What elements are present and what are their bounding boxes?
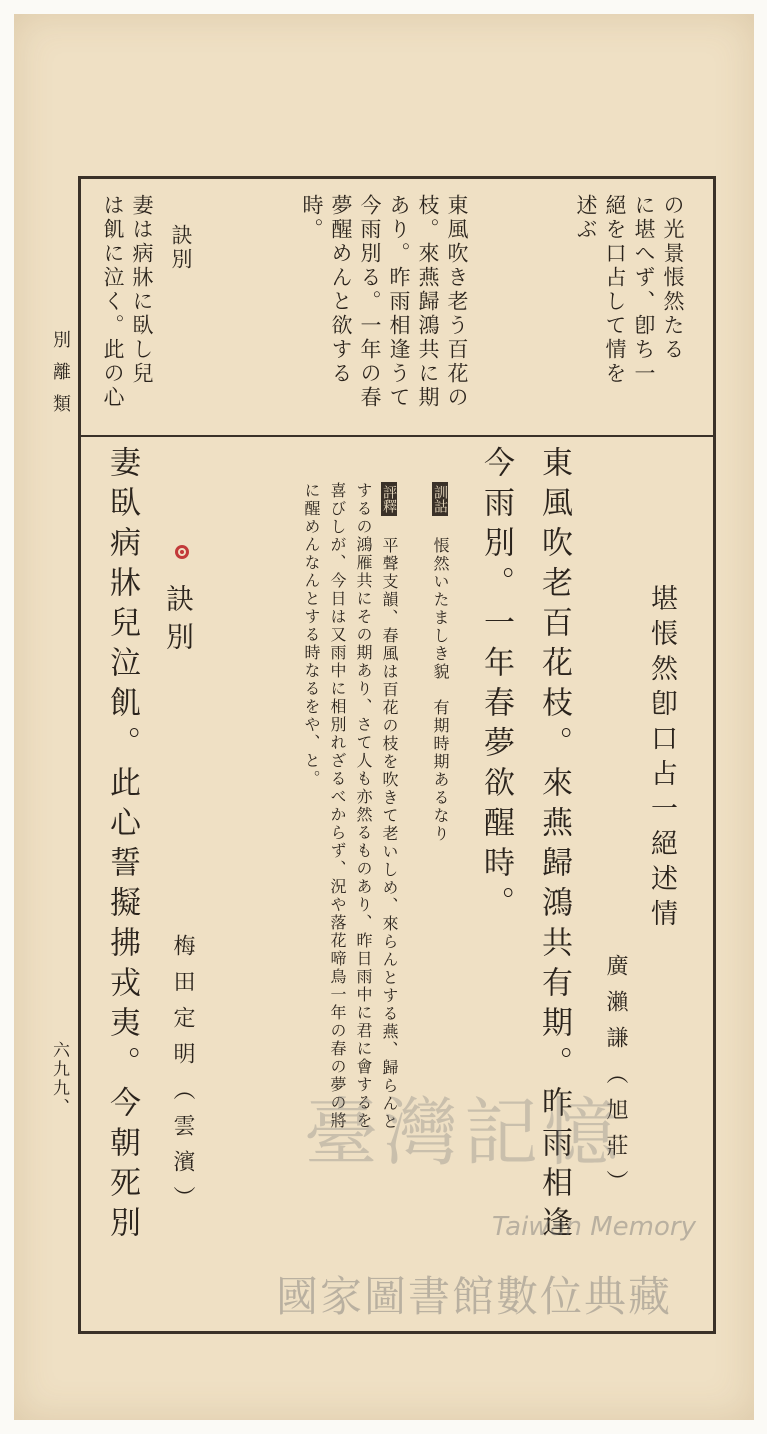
top-line: 時。 [300, 194, 324, 242]
top-line: 訣別 [169, 224, 193, 272]
notes-block [432, 482, 448, 843]
top-line: 絕を口占して情を [603, 194, 627, 386]
notes-label: 訓詁 [432, 482, 448, 516]
top-line: 妻は病牀に臥し兒 [130, 194, 154, 386]
commentary-label: 評釋 [381, 482, 397, 516]
commentary-line: するの鴻雁共にその期あり、さて人も亦然るものあり、昨日雨中に君に會するを [354, 482, 373, 1130]
poem-line: 今雨別。一年春夢欲醒時。 [478, 446, 514, 926]
top-line: の光景悵然たる [661, 194, 685, 362]
poem-title: 訣別 [162, 584, 195, 660]
top-line: は飢に泣く。此の心 [101, 194, 125, 410]
watermark-calligraphy: 臺灣記憶 [304, 1090, 624, 1176]
top-line: 述ぶ [574, 194, 598, 242]
notes-text: 悵然いたましき貌 有期時期あるなり [431, 537, 450, 843]
poem-title: 堪悵然卽口占一絕述情 [646, 584, 677, 934]
top-line: あり。昨雨相逢うて [387, 194, 411, 410]
poem-author: 梅田定明（雲濱） [170, 934, 195, 1222]
book-page [14, 14, 754, 1420]
top-line: 東風吹き老う百花の [445, 194, 469, 410]
commentary-line: 喜びしが、今日は又雨中に相別れざるべからず、況や落花啼鳥一年の春の夢の將 [328, 482, 347, 1130]
running-head: 別離類 [50, 330, 71, 426]
commentary-line: に醒めんなんとする時なるをや、と。 [302, 482, 321, 788]
watermark-latin: Taiwan Memory [492, 1212, 696, 1242]
watermark-institution: 國家圖書館數位典藏 [276, 1272, 673, 1321]
circle-mark-icon [175, 545, 189, 559]
poem-line: 妻臥病牀兒泣飢。此心誓擬拂戎夷。今朝死別 [104, 446, 140, 1246]
commentary-line: 評釋 平聲支韻、春風は百花の枝を吹きて老いしめ、來らんとする燕、歸らんと [381, 482, 397, 1131]
section-divider [80, 435, 714, 437]
top-line: 今雨別る。一年の春 [358, 194, 382, 410]
poem-line: 東風吹老百花枝。來燕歸鴻共有期。昨雨相逢 [536, 446, 572, 1246]
top-line: 枝。來燕歸鴻共に期 [416, 194, 440, 410]
top-line: に堪へず、卽ち一 [632, 194, 656, 386]
top-line: 夢醒めんと欲する [329, 194, 353, 386]
page-number: 六九九、 [49, 1041, 69, 1117]
poem-author: 廣瀨謙（旭莊） [603, 954, 628, 1206]
